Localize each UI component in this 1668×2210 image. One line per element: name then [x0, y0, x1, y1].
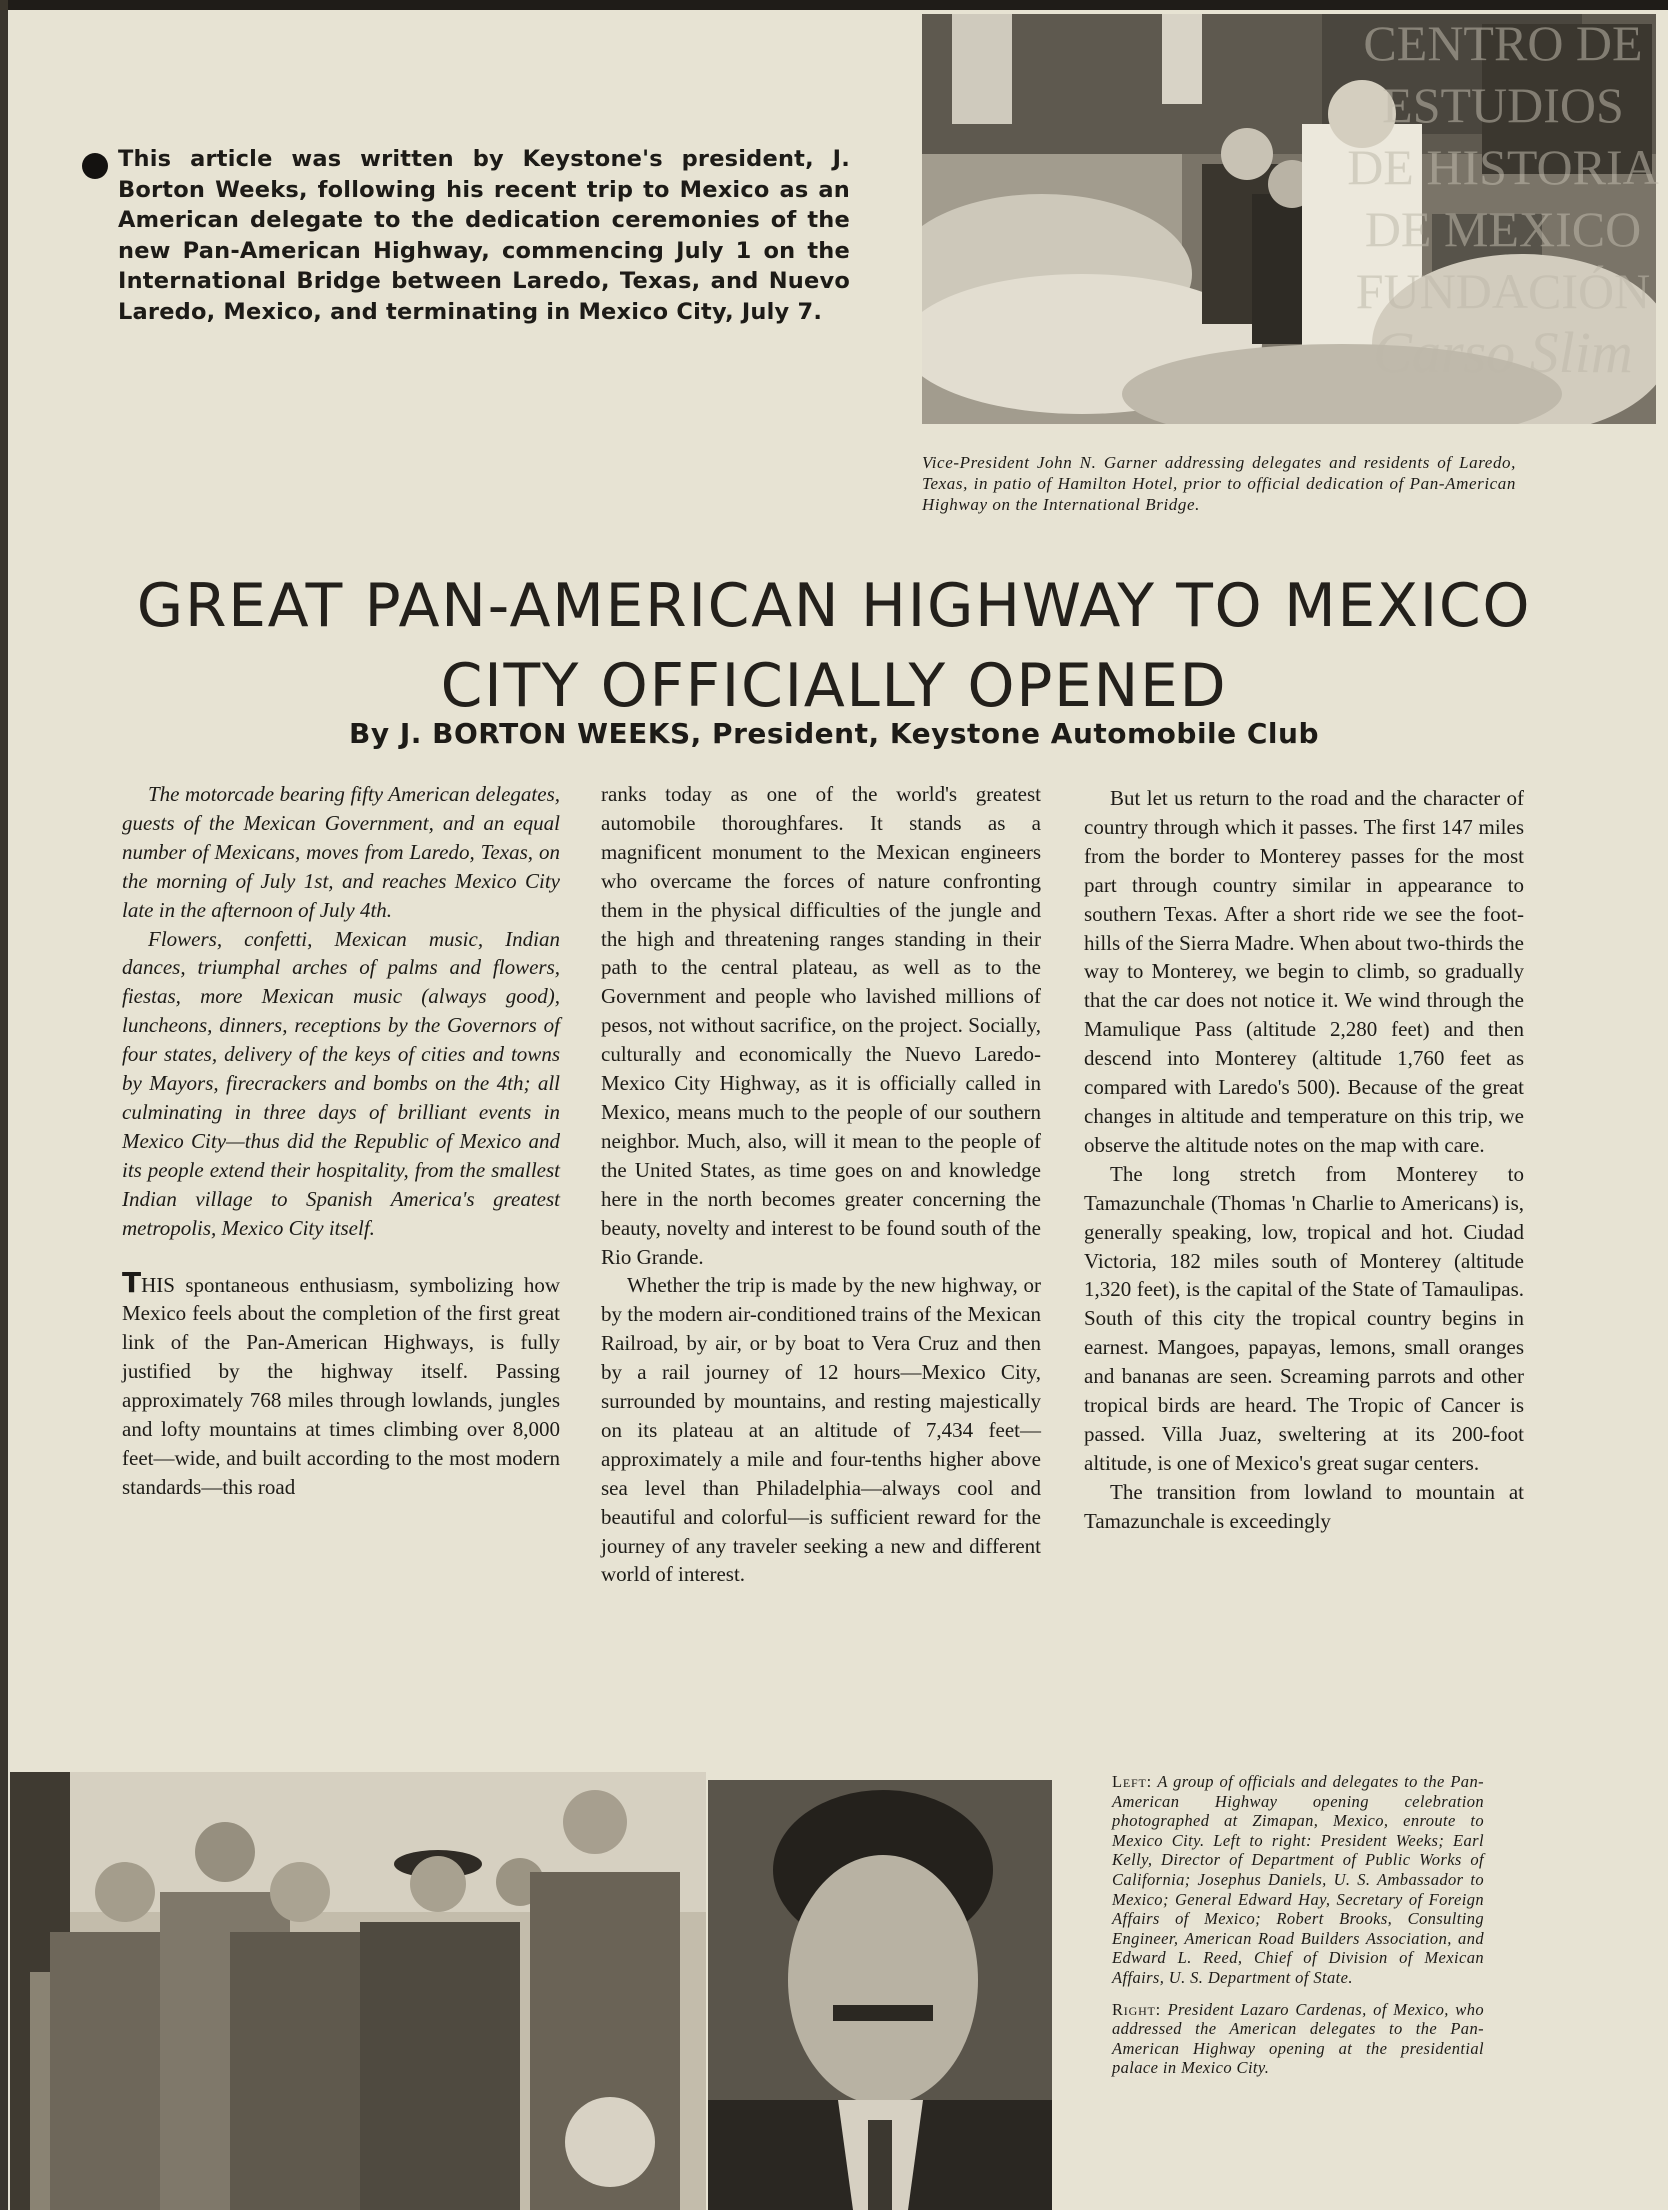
body-paragraph: Whether the trip is made by the new highway, or by the modern air-conditioned trains of the Mexican Railroad, by air, or by boat to Vera Cruz and then by a rail journey of 12 hours—Mexico City, surrounded by mountains, and resting majestically on its plateau at an altitude of 7,434 feet—approximately a mile and four-tenths higher above sea level than Philadelphia—always cool and beautiful and colorful—is sufficient reward for the journey of any traveler seeking a new and different world of interest.	[601, 1273, 1041, 1587]
caption-right-photo	[1112, 2000, 1484, 2078]
body-paragraph: ranks today as one of the world's greatest automobile thoroughfares. It stands as a magnificent monument to the Mexican engineers who overcame the forces of nature confronting them in the physical difficulties of the jungle and the high and threatening ranges standing in their path to the central plateau, as well as to the Government and people who lavished millions of pesos, not without sacrifice, on the project. Socially, culturally and economically the Nuevo Laredo-Mexico City Highway, as it is officially called in Mexico, means much to the people of our southern neighbor. Much, also, will it mean to the people of the United States, as time goes on and knowledge here in the north becomes greater concerning the beauty, novelty and interest to be found south of the Rio Grande.	[601, 782, 1041, 1269]
article-headline: GREAT PAN-AMERICAN HIGHWAY TO MEXICO CITY OFFICIALLY OPENED	[136, 571, 1532, 721]
watermark-line: DE MEXICO	[1364, 201, 1642, 257]
photo-top-caption: Vice-President John N. Garner addressing delegates and residents of Laredo, Texas, in patio of Hamilton Hotel, prior to official dedication of Pan-American Highway on the International Bridge.	[922, 453, 1516, 514]
watermark-signature: Carso Slim	[1373, 320, 1633, 385]
article-byline: By J. BORTON WEEKS, President, Keystone Automobile Club	[348, 717, 1320, 750]
watermark-line: CENTRO DE	[1363, 15, 1643, 71]
caption-text: A group of officials and delegates to the Pan-American Highway opening celebration photographed at Zimapan, Mexico, enroute to Mexico City. Left to right: President Weeks; Earl Kelly, Director of Department of Public Works of California; Josephus Daniels, U. S. Ambassador to Mexico; General Edward Hay, Secretary of Foreign Affairs of Mexico; Robert Brooks, Consulting Engineer, American Road Builders Association, and Edward L. Reed, Chief of Division of Mexican Affairs, U. S. Department of State.	[1112, 1772, 1484, 1987]
caption-left-photo	[1112, 1772, 1484, 1988]
lede-paragraph: Flowers, confetti, Mexican music, Indian dances, triumphal arches of palms and flowers, fiestas, more Mexican music (always good), luncheons, dinners, receptions by the Governors of four states, delivery of the keys of cities and towns by Mayors, firecrackers and bombs on the 4th; all culminating in three days of brilliant events in Mexico City—thus did the Republic of Mexico and its people extend their hospitality, from the smallest Indian village to Spanish America's greatest metropolis, Mexico City itself.	[122, 926, 560, 1240]
body-text: spontaneous enthusiasm, symbolizing how Mexico feels about the completion of the first great link of the Pan-American Highways, is fully justified by the highway itself. Passing approximately 768 miles through lowlands, jungles and lofty mountains at times climbing over 8,000 feet—wide, and built according to the most modern standards—this road	[122, 1272, 560, 1499]
body-paragraph: The long stretch from Monterey to Tamazunchale (Thomas 'n Charlie to Americans) is, generally speaking, low, tropical and hot. Ciudad Victoria, 182 miles south of Monterey (altitude 1,320 feet), is the capital of the State of Tamaulipas. South of this city the tropical country begins in earnest. Mangoes, papayas, lemons, small oranges and bananas are seen. Screaming parrots and other tropical birds are heard. The Tropic of Cancer is passed. Villa Juaz, sweltering at its 200-foot altitude, is one of Mexico's great sugar centers.	[1084, 1161, 1524, 1475]
lede	[122, 780, 560, 1243]
intro-text: This article was written by Keystone's president, J. Borton Weeks, following his recent trip to Mexico as an American delegate to the dedication ceremonies of the new Pan-American Highway, commencing July 1 on the International Bridge between Laredo, Texas, and Nuevo Laredo, Mexico, and terminating in Mexico City, July 7.	[118, 146, 850, 325]
lede-paragraph: The motorcade bearing fifty American delegates, guests of the Mexican Government, and an equal number of Mexicans, moves from Laredo, Texas, on the morning of July 1st, and reaches Mexico City late in the afternoon of July 4th.	[122, 782, 560, 922]
body-paragraph	[122, 1265, 560, 1502]
body-paragraph: The transition from lowland to mountain at Tamazunchale is exceedingly	[1084, 1479, 1524, 1533]
archive-watermark	[1340, 12, 1666, 384]
article-column-2	[601, 780, 1041, 1589]
bullet-icon	[82, 153, 108, 179]
body-paragraph: But let us return to the road and the character of country through which it passes. The first 147 miles from the border to Monterey passes for the most part through country similar in appearance to southern Texas. After a short ride we see the foot-hills of the Sierra Madre. When about two-thirds the way to Monterey, we begin to climb, so gradually that the car does not notice it. We wind through the Mamulique Pass (altitude 2,280 feet) and then descend into Monterey (altitude 1,760 feet as compared with Laredo's 500). Because of the great changes in altitude and temperature on this trip, we observe the altitude notes on the map with care.	[1084, 786, 1524, 1157]
watermark-line: DE HISTORIA	[1347, 139, 1659, 195]
page-top-border	[0, 0, 1668, 10]
drop-cap: T	[122, 1265, 142, 1299]
caption-label: Right:	[1112, 1999, 1162, 2019]
article-column-3	[1084, 784, 1524, 1536]
page-left-border	[0, 0, 8, 2210]
intro-note	[118, 144, 850, 327]
watermark-line: ESTUDIOS	[1382, 77, 1624, 133]
caption-text: President Lazaro Cardenas, of Mexico, who addressed the American delegates to the Pan-American Highway opening at the presidential palace in Mexico City.	[1112, 1999, 1484, 2078]
photo-group-of-officials	[10, 1772, 706, 2210]
photo-president-cardenas	[708, 1780, 1052, 2210]
watermark-line: FUNDACIÓN	[1355, 263, 1651, 319]
drop-cap-rest: HIS	[141, 1272, 175, 1297]
caption-label: Left:	[1112, 1772, 1152, 1791]
article-column-1	[122, 780, 560, 1502]
bottom-photo-captions	[1112, 1772, 1484, 2078]
